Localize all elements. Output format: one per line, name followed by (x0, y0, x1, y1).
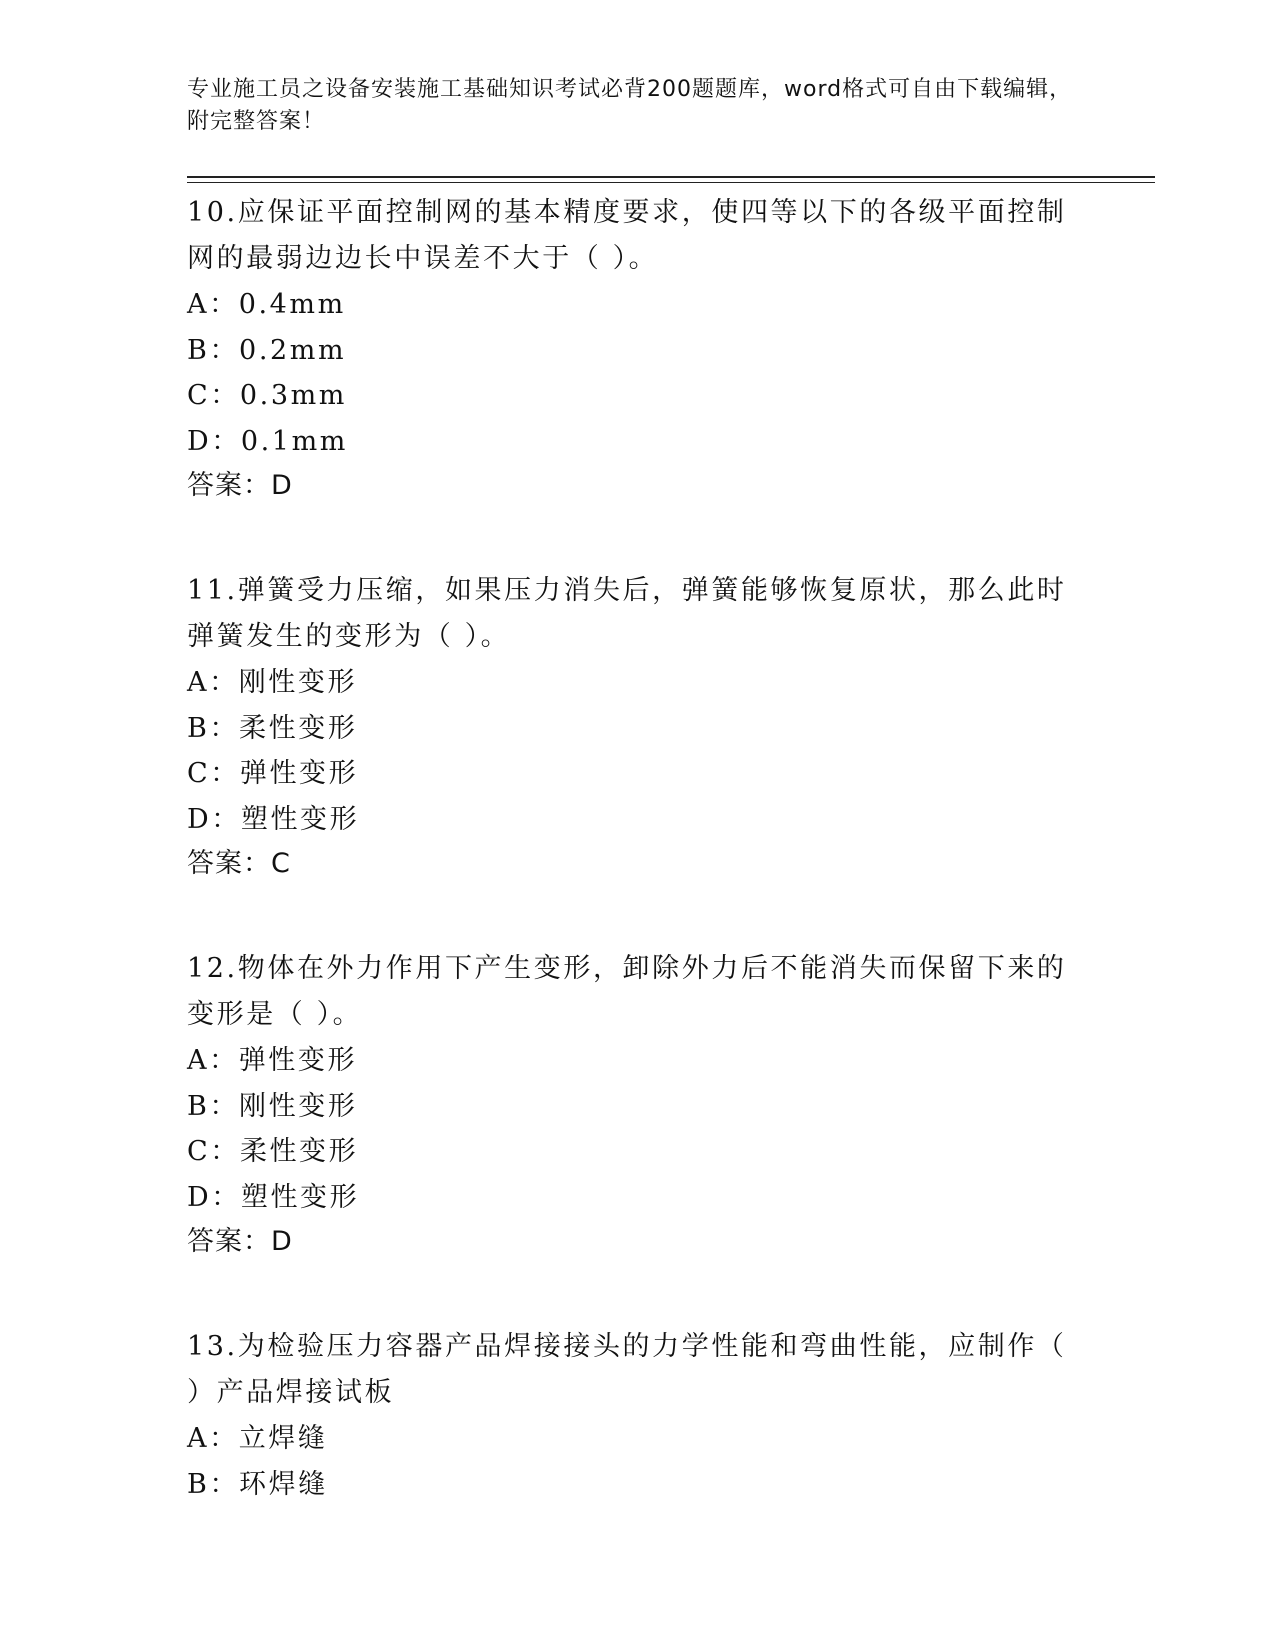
answer-text: 答案：C (187, 848, 291, 879)
question-10 (187, 190, 1087, 508)
option-a: A：0.4mm (187, 289, 346, 320)
question-text: 12.物体在外力作用下产生变形，卸除外力后不能消失而保留下来的变形是（ ）。 (187, 953, 1067, 1030)
option-d: D：塑性变形 (187, 803, 360, 835)
option-b: B：环焊缝 (187, 1468, 328, 1500)
question-text: 11.弹簧受力压缩，如果压力消失后，弹簧能够恢复原状，那么此时弹簧发生的变形为（ ）。 (187, 575, 1067, 652)
option-a: A：立焊缝 (187, 1423, 328, 1454)
option-c: C：弹性变形 (187, 758, 359, 789)
option-b: B：0.2mm (187, 334, 347, 366)
question-13 (187, 1324, 1087, 1507)
question-text: 13.为检验压力容器产品焊接接头的力学性能和弯曲性能，应制作（ ）产品焊接试板 (187, 1331, 1067, 1408)
option-a: A：弹性变形 (187, 1045, 358, 1076)
question-list (187, 190, 1087, 1567)
option-c: C：0.3mm (187, 380, 348, 411)
header-divider-thin (187, 182, 1155, 183)
option-c: C：柔性变形 (187, 1136, 359, 1167)
question-12 (187, 946, 1087, 1264)
question-text: 10.应保证平面控制网的基本精度要求，使四等以下的各级平面控制网的最弱边边长中误差不大于（ ）。 (187, 197, 1067, 274)
option-b: B：柔性变形 (187, 712, 358, 744)
option-d: D：0.1mm (187, 425, 348, 457)
document-header: 专业施工员之设备安装施工基础知识考试必背200题题库，word格式可自由下载编辑，附完整答案！ (187, 77, 1073, 134)
answer-text: 答案：D (187, 1226, 293, 1257)
header-divider-thick (187, 176, 1155, 178)
option-d: D：塑性变形 (187, 1181, 360, 1213)
answer-text: 答案：D (187, 470, 293, 501)
option-a: A：刚性变形 (187, 667, 358, 698)
option-b: B：刚性变形 (187, 1090, 358, 1122)
question-11 (187, 568, 1087, 886)
